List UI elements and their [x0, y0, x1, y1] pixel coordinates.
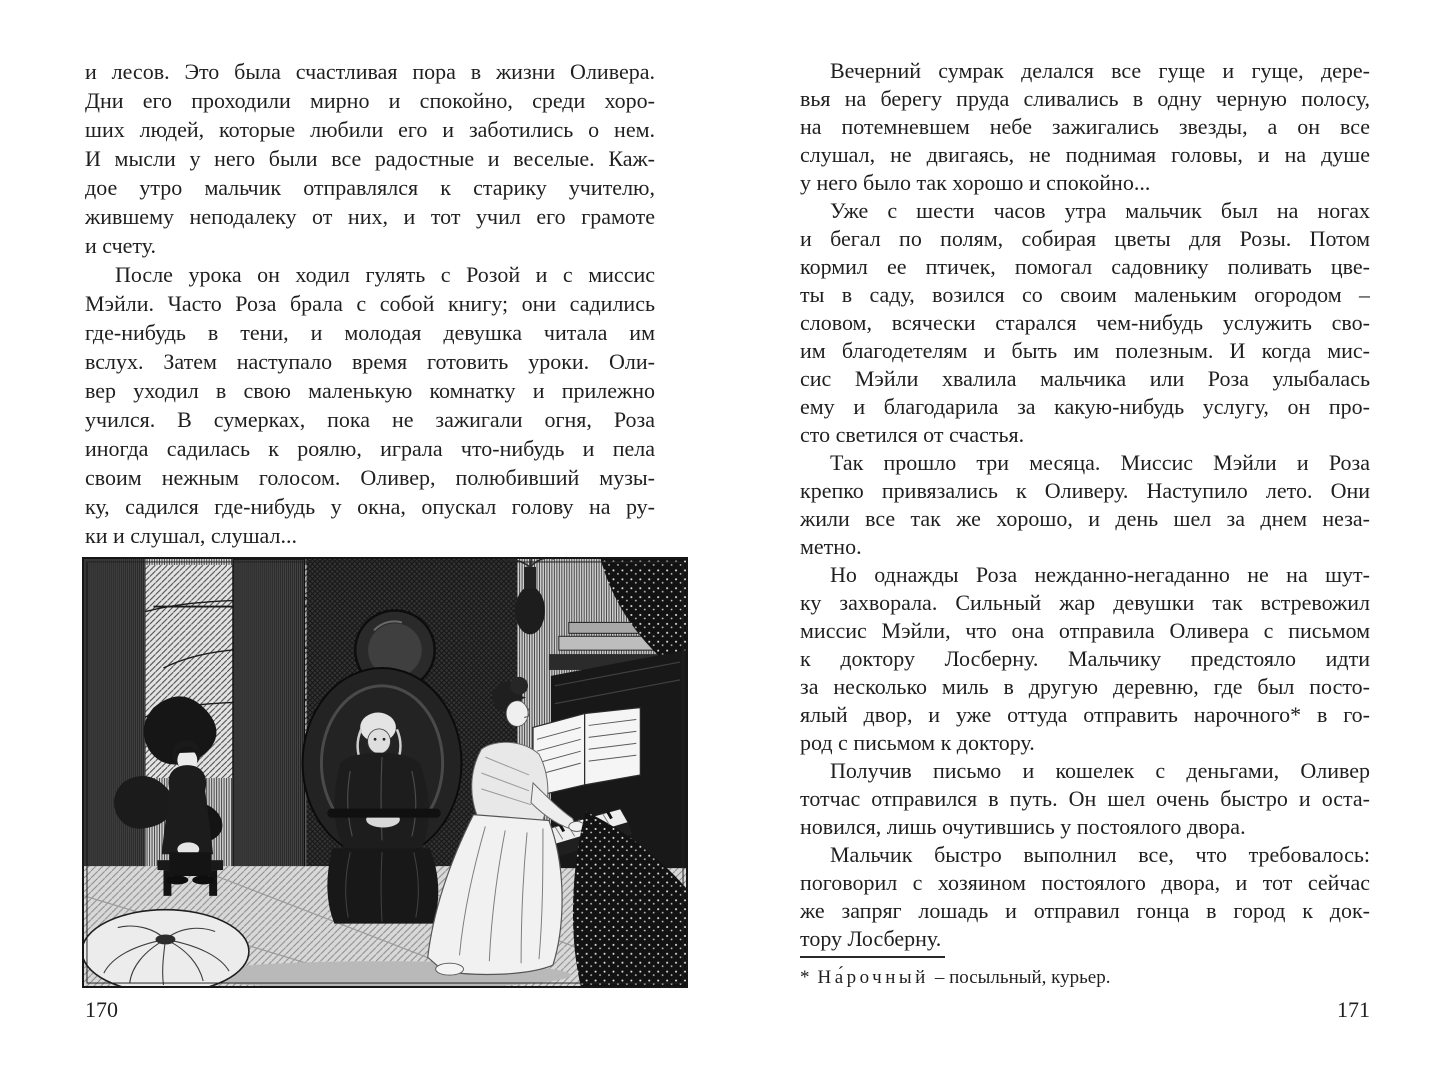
- book-illustration: [82, 557, 688, 988]
- text-line: ему и благодарила за какую-нибудь услугу, он про-: [800, 394, 1370, 419]
- engraving-scene: [84, 559, 686, 986]
- text-line: дое утро мальчик отправлялся к старику учителю,: [85, 175, 655, 200]
- text-line: иногда садилась к роялю, играла что-нибудь и пела: [85, 436, 655, 461]
- page-number-right: 171: [1337, 997, 1370, 1022]
- paragraph: [800, 561, 1370, 757]
- text-line: кормил ее птичек, помогал садовнику поливать цве-: [800, 254, 1370, 279]
- paragraph: [800, 57, 1370, 197]
- text-line: метно.: [800, 534, 862, 559]
- text-line: ку, садился где-нибудь у окна, опускал голову на ру-: [85, 494, 655, 519]
- text-line: ки и слушал, слушал...: [85, 523, 297, 548]
- paragraph: [800, 197, 1370, 449]
- text-line: слушал, не двигаясь, не поднимая головы, и на душе: [800, 142, 1370, 167]
- text-line: ты в саду, возился со своим маленьким огородом –: [800, 282, 1370, 307]
- footnote-term: На́рочный: [817, 967, 929, 988]
- page-number-left: 170: [85, 997, 118, 1022]
- right-text-column: [800, 57, 1370, 953]
- text-line: жившему неподалеку от них, и тот учил его грамоте: [85, 204, 655, 229]
- text-line: вья на берегу пруда сливались в одну черную полосу,: [800, 86, 1370, 111]
- text-line: тору Лосберну.: [800, 926, 942, 951]
- footnote-rule: [800, 956, 945, 958]
- paragraph: [85, 57, 655, 260]
- paragraph: [800, 757, 1370, 841]
- text-line: у него было так хорошо и спокойно...: [800, 170, 1151, 195]
- text-line: вслух. Затем наступало время готовить уроки. Оли-: [85, 349, 655, 374]
- text-line: поговорил с хозяином постоялого двора, и тот сейчас: [800, 870, 1370, 895]
- text-line: к доктору Лосберну. Мальчику предстояло идти: [800, 646, 1370, 671]
- footnote-definition: – посыльный, курьер.: [934, 967, 1111, 988]
- text-line: на потемневшем небе зажигались звезды, а он все: [800, 114, 1370, 139]
- text-line: жили все так же хорошо, и день шел за днем неза-: [800, 506, 1370, 531]
- pouf-cushion: [84, 910, 249, 986]
- text-line: за несколько миль в другую деревню, где был посто-: [800, 674, 1370, 699]
- text-line: И мысли у него были все радостные и веселые. Каж-: [85, 146, 655, 171]
- text-line: Уже с шести часов утра мальчик был на ногах: [830, 198, 1370, 223]
- text-line: вер уходил в свою маленькую комнатку и прилежно: [85, 378, 655, 403]
- text-line: ших людей, которые любили его и заботились о нем.: [85, 117, 655, 142]
- text-line: миссис Мэйли, что она отправила Оливера с письмом: [800, 618, 1370, 643]
- text-line: Получив письмо и кошелек с деньгами, Оливер: [830, 758, 1370, 783]
- text-line: крепко привязались к Оливеру. Наступило лето. Они: [800, 478, 1370, 503]
- text-line: новился, лишь очутившись у постоялого двора.: [800, 814, 1246, 839]
- paragraph: [85, 260, 655, 550]
- text-line: ялый двор, и уже оттуда отправить нарочного* в го-: [800, 702, 1370, 727]
- text-line: Вечерний сумрак делался все гуще и гуще, дере-: [830, 58, 1370, 83]
- text-line: Мальчик быстро выполнил все, что требовалось:: [830, 842, 1370, 867]
- text-line: После урока он ходил гулять с Розой и с миссис: [115, 262, 655, 287]
- text-line: Но однажды Роза нежданно-негаданно не на шут-: [830, 562, 1370, 587]
- text-line: сто светился от счастья.: [800, 422, 1025, 447]
- footnote: [800, 956, 1370, 990]
- text-line: тотчас отправился в путь. Он шел очень быстро и оста-: [800, 786, 1370, 811]
- text-line: и бегал по полям, собирая цветы для Розы. Потом: [800, 226, 1370, 251]
- paragraph: [800, 449, 1370, 561]
- text-line: им благодетелям и быть им полезным. И когда мис-: [800, 338, 1370, 363]
- text-line: род с письмом к доктору.: [800, 730, 1035, 755]
- text-line: своим нежным голосом. Оливер, полюбивший музы-: [85, 465, 655, 490]
- text-line: и лесов. Это была счастливая пора в жизни Оливера.: [85, 59, 655, 84]
- page-right: [725, 0, 1450, 1080]
- text-line: сис Мэйли хвалила мальчика или Роза улыбалась: [800, 366, 1370, 391]
- text-line: Дни его проходили мирно и спокойно, среди хоро-: [85, 88, 655, 113]
- footnote-text: [800, 966, 1370, 990]
- text-line: учился. В сумерках, пока не зажигали огня, Роза: [85, 407, 655, 432]
- paragraph: [800, 841, 1370, 953]
- footnote-marker: *: [800, 967, 810, 988]
- text-line: и счету.: [85, 233, 157, 258]
- text-line: где-нибудь в тени, и молодая девушка читала им: [85, 320, 655, 345]
- left-text-column: [85, 57, 655, 550]
- text-line: ку захворала. Сильный жар девушки так встревожил: [800, 590, 1370, 615]
- text-line: же запряг лошадь и отправил гонца в город к док-: [800, 898, 1370, 923]
- text-line: Мэйли. Часто Роза брала с собой книгу; они садились: [85, 291, 655, 316]
- text-line: словом, всячески старался чем-нибудь услужить сво-: [800, 310, 1370, 335]
- text-line: Так прошло три месяца. Миссис Мэйли и Роза: [830, 450, 1370, 475]
